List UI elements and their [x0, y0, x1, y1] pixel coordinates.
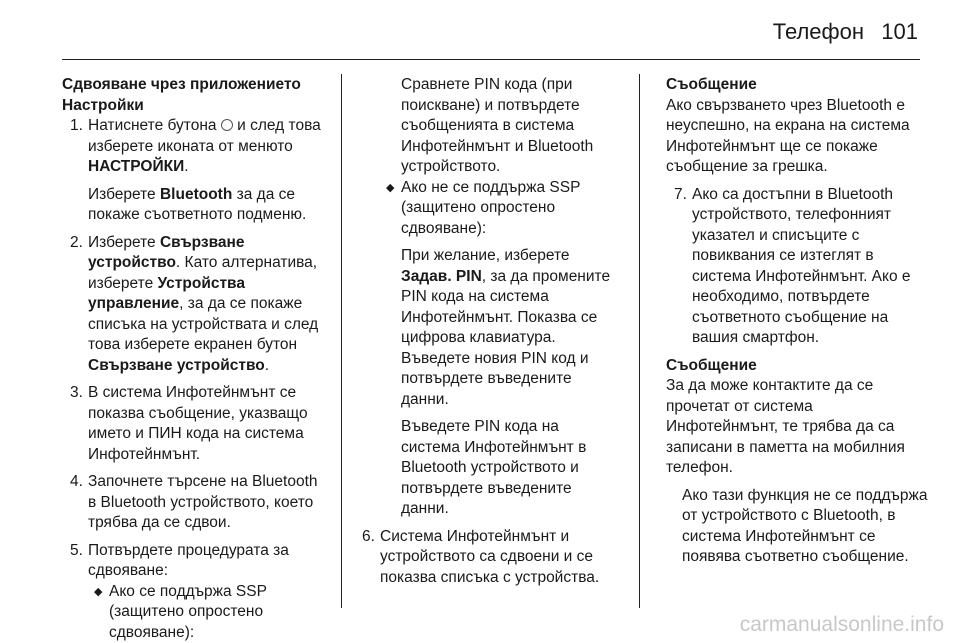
- step-3: 3. В система Инфотейнмънт се показва съобщение, указващо името и ПИН кода на система Инфотейнмънт.: [62, 383, 330, 465]
- note-heading: Съобщение: [666, 75, 928, 96]
- paragraph: Ако тази функция не се поддържа от устройството с Bluetooth, в система Инфотейнмънт се появява съответно съобщение.: [666, 486, 928, 568]
- column-divider: [341, 74, 342, 608]
- bullet-item: ◆ Ако се поддържа SSP (защитено опростено сдвояване):: [88, 582, 330, 643]
- step-7: 7. Ако са достъпни в Bluetooth устройството, телефонният указател и списъците с повиквания се изтеглят в система Инфотейнмънт. Ако е необходимо, потвърдете съответното съобщение на вашия смартфон.: [666, 185, 928, 349]
- step-6: 6. Система Инфотейнмънт и устройството са сдвоени и се показва списъка с устройства.: [354, 527, 622, 589]
- note-heading: Съобщение: [666, 356, 928, 377]
- column-divider: [639, 74, 640, 608]
- diamond-bullet-icon: ◆: [386, 178, 394, 199]
- step-5: 5. Потвърдете процедурата за сдвояване: ◆ Ако се поддържа SSP (защитено опростено сдвояване):: [62, 541, 330, 643]
- settings-icon: [221, 119, 233, 131]
- section-heading: Сдвояване чрез приложението Настройки: [62, 75, 330, 116]
- paragraph: За да може контактите да се прочетат от система Инфотейнмънт, те трябва да са записани в паметта на мобилния телефон.: [666, 376, 928, 479]
- watermark: carmanualsonline.info: [740, 612, 944, 638]
- chapter-title: Телефон: [773, 19, 864, 45]
- paragraph: Ако свързването чрез Bluetooth е неуспешно, на екрана на система Инфотейнмънт ще се покаже съобщение за грешка.: [666, 96, 928, 178]
- page-number: 101: [881, 19, 918, 45]
- header-rule: [62, 59, 920, 60]
- diamond-bullet-icon: ◆: [94, 582, 102, 603]
- column-2: [354, 75, 622, 588]
- page-header: [0, 0, 960, 60]
- step-2: 2. Изберете Свързване устройство. Като алтернатива, изберете Устройства управление, за да се покаже списъка на устройствата и след това изберете екранен бутон Свързване устройство.: [62, 233, 330, 377]
- step-4: 4. Започнете търсене на Bluetooth в Bluetooth устройството, което трябва да се сдвои.: [62, 472, 330, 534]
- column-3: [666, 75, 928, 568]
- column-1: [62, 75, 330, 643]
- step-1: 1. Натиснете бутона и след това изберете иконата от менюто НАСТРОЙКИ. Изберете Bluetooth за да се покаже съответното подменю.: [62, 116, 330, 226]
- paragraph: Сравнете PIN кода (при поискване) и потвърдете съобщенията в система Инфотейнмънт и Bluetooth устройството.: [354, 75, 622, 178]
- bullet-item: ◆ Ако не се поддържа SSP (защитено опростено сдвояване): При желание, изберете Задав. PIN, за да промените PIN кода на система Инфотейнмънт. Показва се цифрова клавиатура. Въведете новия PIN код и потвърдете въведените данни. Въведете PIN кода на система Инфотейнмънт в Bluetooth устройството и потвърдете въведените данни.: [380, 178, 622, 520]
